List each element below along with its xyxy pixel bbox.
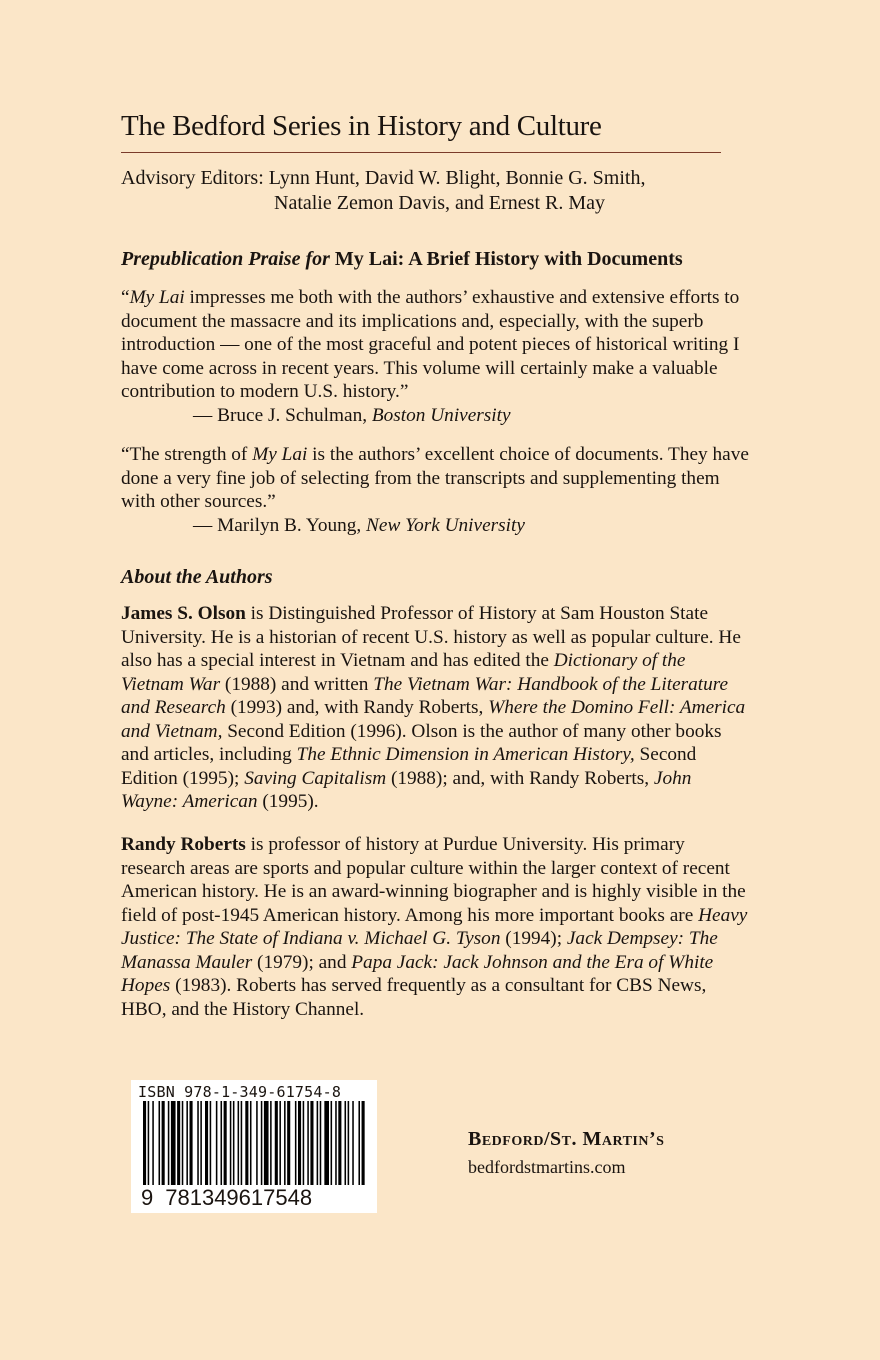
quote-open-mark: “ [121,287,130,308]
quote-text-after: is the authors’ excellent choice of documents. They have done a very fine job of selecting from the transcripts and supplementing them with other sources.” [121,444,749,512]
book-title: Jack Dempsey: The Manassa Mauler [121,928,718,973]
advisory-editors-line1: Advisory Editors: Lynn Hunt, David W. Blight, Bonnie G. Smith, [121,167,646,189]
publisher-website[interactable]: bedfordstmartins.com [468,1157,626,1177]
ean-first-digit: 9 [141,1185,154,1210]
author-name: James S. Olson [121,603,246,624]
barcode-bar [256,1101,258,1185]
barcode-bar [307,1101,309,1185]
ean-digits [141,1186,377,1210]
barcode-bar [238,1101,240,1185]
bio-text: (1994); [500,928,567,949]
barcode-bar [317,1101,319,1185]
barcode-bar [241,1101,243,1185]
barcode-bar [264,1101,269,1185]
author-bio-olson [121,602,751,814]
barcode-bar [190,1101,193,1185]
quote-text: impresses me both with the authors’ exhaustive and extensive efforts to document the massacre and its implications and, especially, with the superb introduction — one of the most graceful and potent pieces of historical writing I have come across in recent years. This volume will certainly make a valuable contribution to modern U.S. history.” [121,287,740,402]
barcode-bar [159,1101,161,1185]
book-title: Dictionary of the Vietnam War [121,650,686,695]
barcode-bar [261,1101,263,1185]
bio-text: (1995). [257,791,319,812]
barcode-bar [168,1101,170,1185]
barcode-bar [233,1101,235,1185]
barcode-bar [345,1101,347,1185]
praise-heading-book-title: My Lai: A Brief History with Documents [334,248,683,270]
barcode-bar [186,1101,188,1185]
author-bio-roberts [121,833,751,1021]
barcode-bar [303,1101,305,1185]
barcode-bar [275,1101,278,1185]
book-title: Heavy Justice: The State of Indiana v. Michael G. Tyson [121,904,748,949]
barcode-bar [152,1101,154,1185]
advisory-editors-line2: Natalie Zemon Davis, and Ernest R. May [274,192,606,214]
barcode-bar [197,1101,199,1185]
barcode-bar [338,1101,341,1185]
attribution-affiliation: Boston University [371,404,511,426]
barcode-bar [162,1101,165,1185]
bio-text: Second Edition (1995); [121,744,697,789]
barcode-bar [200,1101,202,1185]
barcode-bar [335,1101,337,1185]
praise-quote-young [121,443,751,537]
book-title: John Wayne: American [121,767,692,812]
book-title: Saving Capitalism [244,767,387,789]
praise-heading-label: Prepublication Praise for [121,248,330,270]
title-rule [121,152,721,153]
barcode-bar [205,1101,208,1185]
bio-text: (1979); and [252,951,352,973]
barcode-bar [171,1101,176,1185]
barcode-bar [284,1101,286,1185]
isbn-label: ISBN 978-1-349-61754-8 [138,1083,342,1101]
quote-attribution [121,404,751,428]
praise-heading [121,248,761,271]
isbn-barcode [131,1080,377,1213]
barcode-bar [148,1101,150,1185]
barcode-bar [287,1101,290,1185]
barcode-bar [210,1101,212,1185]
ean-left-group: 781349 [165,1185,239,1210]
praise-quote-schulman [121,286,751,427]
barcode-bar [295,1101,297,1185]
publisher-name: Bedford/St. Martin’s [468,1128,665,1150]
bio-text: (1988) and written [220,673,374,695]
quote-book-title: My Lai [129,287,185,308]
ean-right-group: 617548 [238,1185,313,1210]
barcode-bar [245,1101,248,1185]
barcode-bar [324,1101,329,1185]
barcode-bar [310,1101,313,1185]
barcode-bar [182,1101,184,1185]
barcode-bar [221,1101,223,1185]
barcode-bar [358,1101,360,1185]
bio-text: is professor of history at Purdue University. His primary research areas are sports and popular culture within the larger context of recent American history. He is an award-winning biographer and is highly visible in the field of post-1945 American history. Among his more important books are [121,834,746,926]
series-title: The Bedford Series in History and Culture [121,110,602,142]
quote-attribution [121,514,751,538]
book-title: The Ethnic Dimension in American History, [296,744,635,765]
bio-text: (1993) and, with Randy Roberts, [225,697,489,718]
barcode-bar [216,1101,218,1185]
about-authors-heading: About the Authors [121,566,273,588]
barcode-bar [348,1101,350,1185]
bio-text: is Distinguished Professor of History at Sam Houston State University. He is a historian of recent U.S. history as well as popular culture. He also has a special interest in Vietnam and has edited the [121,603,741,671]
book-title: The Vietnam War: Handbook of the Literature and Research [121,673,729,718]
barcode-bar [250,1101,252,1185]
quote-book-title: My Lai [252,444,308,465]
barcode-bar [331,1101,333,1185]
barcode-bar [352,1101,354,1185]
barcode-bar [279,1101,281,1185]
barcode-bar [270,1101,272,1185]
attribution-name: — Marilyn B. Young, [193,514,367,536]
barcode-bar [298,1101,301,1185]
attribution-affiliation: New York University [366,514,525,536]
quote-text-before: “The strength of [121,444,253,465]
book-title: Where the Domino Fell: America and Vietnam, [121,697,746,742]
barcode-bar [143,1101,146,1185]
barcode-bar [230,1101,232,1185]
author-name: Randy Roberts [121,834,246,855]
bio-text: (1983). Roberts has served frequently as a consultant for CBS News, HBO, and the History Channel. [121,975,707,1020]
barcode-bar [320,1101,322,1185]
barcode-bars [141,1101,371,1189]
book-title: Papa Jack: Jack Johnson and the Era of White Hopes [121,951,714,996]
bio-text: (1988); and, with Randy Roberts, [386,767,654,789]
barcode-bar [224,1101,227,1185]
attribution-name: — Bruce J. Schulman, [193,404,372,426]
advisory-editors [121,166,761,216]
barcode-bar [177,1101,180,1185]
barcode-bar [362,1101,365,1185]
bio-text: Second Edition (1996). Olson is the author of many other books and articles, including [121,720,722,765]
